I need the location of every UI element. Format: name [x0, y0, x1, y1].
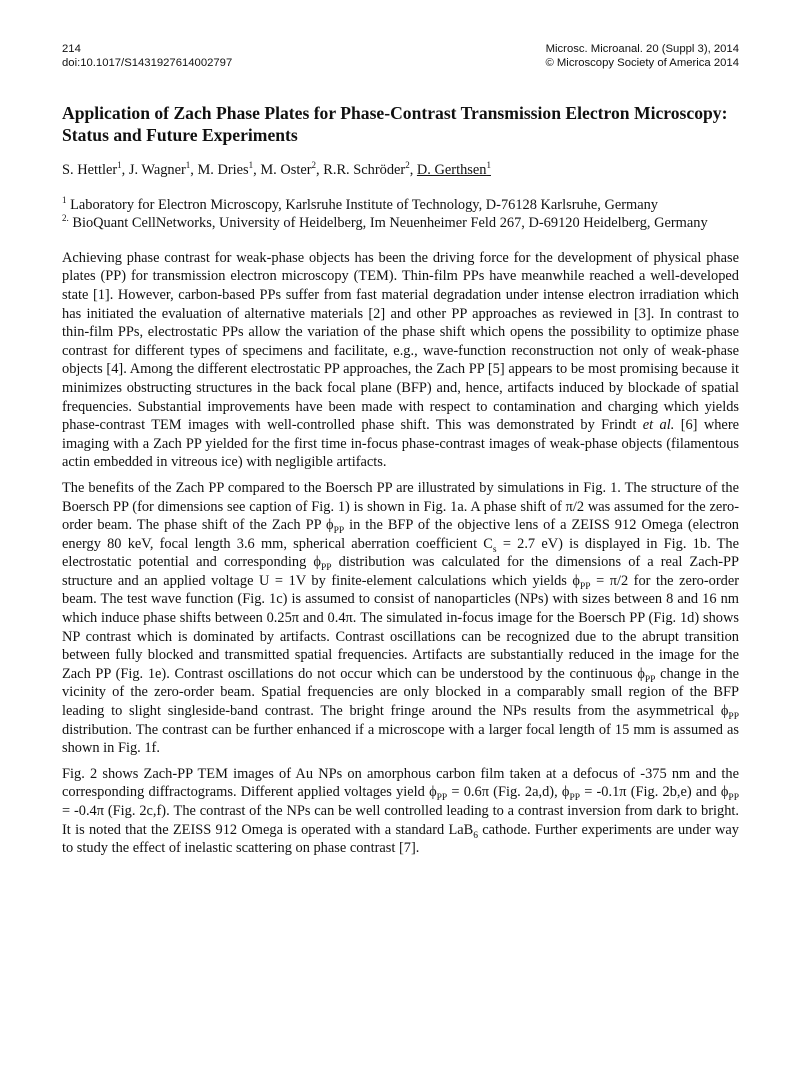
author: S. Hettler$^1$: [62, 160, 122, 178]
author: M. Oster$^2$: [260, 160, 317, 178]
phase-symbol: $\phi_{PP}$: [720, 703, 739, 722]
author-list: S. Hettler$^1$, J. Wagner$^1$, M. Dries$^1$, M. Oster$^2$, R.R. Schröder$^2$, D. Gerthsen$^1$: [62, 160, 491, 178]
phase-symbol: $\phi_{PP}$: [572, 572, 591, 592]
affiliations: [62, 196, 739, 233]
journal-citation: Microsc. Microanal. 20 (Suppl 3), 2014: [545, 43, 739, 55]
header-left: [62, 43, 232, 70]
phase-symbol: $\phi_{PP}$: [561, 784, 581, 804]
paper-title: Application of Zach Phase Plates for Phase-Contrast Transmission Electron Microscopy: Status and Future Experiments: [62, 103, 728, 145]
author: J. Wagner$^1$: [128, 160, 191, 178]
page-number: 214: [62, 43, 81, 55]
doi: doi:10.1017/S1431927614002797: [62, 56, 233, 69]
header-right: [545, 43, 739, 70]
copyright: © Microscopy Society of America 2014: [545, 56, 739, 69]
phase-symbol: $\phi_{PP}$: [720, 784, 739, 804]
phase-symbol: $\phi_{PP}$: [313, 554, 332, 574]
affiliation: $^1$ Laboratory for Electron Microscopy, Karlsruhe Institute of Technology, D-76128 Karlsruhe, Germany: [62, 194, 658, 213]
phase-symbol: $\phi_{PP}$: [637, 665, 656, 685]
paper-page: [62, 43, 739, 865]
body-text: [62, 249, 739, 858]
paragraph-1: Achieving phase contrast for weak-phase objects has been the driving force for the development of physical phase plates (PP) for transmission electron microscopy (TEM). Thin-film PPs have meanwhile reached a well-developed state [1]. However, carbon-based PPs suffer from fast material degradation under intense electron irradiation which has initiated the evaluation of alternative materials [2] and other PP approaches as reviewed in [3]. In contrast to thin-film PPs, electrostatic PPs allow the variation of the phase shift which opens the possibility to optimize phase contrast for different types of specimens and facilitate, e.g., wave-function reconstruction not only of weak-phase objects [4]. Among the different electrostatic PP approaches, the Zach PP [5] appears to be most promising because it minimizes obstructing structures in the back focal plane (BFP) and, hence, artifacts induced by blockade of spatial frequencies. Substantial improvements have been made with respect to contamination and charging which yields phase-contrast TEM images with well-controlled phase shift. This was demonstrated by Frindt et al. [6] where imaging with a Zach PP yielded for the first time in-focus phase-contrast images of weak-phase objects (filamentous actin embedded in vitreous ice) with negligible artifacts.: [62, 249, 739, 471]
page-header: [62, 43, 739, 70]
author: M. Dries$^1$: [197, 160, 254, 178]
paragraph-2: The benefits of the Zach PP compared to the Boersch PP are illustrated by simulations in Fig. 1. The structure of the Boersch PP (for dimensions see caption of Fig. 1) is shown in Fig. 1a. A phase shift of π/2 was assumed for the zero-order beam. The phase shift of the Zach PP $\phi_{PP}$ in the BFP of the objective lens of a ZEISS 912 Omega (electron energy 80 keV, focal length 3.6 mm, spherical aberration coefficient $C_s = 2.7$ eV) is displayed in Fig. 1b. The electrostatic potential and corresponding $\phi_{PP}$ distribution was calculated for the dimensions of a real Zach-PP structure and an applied voltage U = 1V by finite-element calculations which yields $\phi_{PP} = \pi/2$ for the zero-order beam. The test wave function (Fig. 1c) is assumed to consist of nanoparticles (NPs) with sizes between 8 and 16 nm which induce phase shifts between 0.25π and 0.4π. The simulated in-focus image for the Boersch PP (Fig. 1d) shows NP contrast which is dominated by artifacts. Contrast oscillations can be recognized due to the abrupt transition between fully blocked and transmitted spatial frequencies. Artifacts are substantially reduced in the image for the Zach PP (Fig. 1e). Contrast oscillations do not occur which can be understood by the continuous $\phi_{PP}$ change in the vicinity of the zero-order beam. Spatial frequencies are only blocked in a comparably small region of the BFP leading to slight singleside-band contrast. The bright fringe around the NPs results from the asymmetrical $\phi_{PP}$ distribution. The contrast can be further enhanced if a microscope with a larger focal length of 15 mm is assumed as shown in Fig. 1f.: [62, 479, 739, 757]
corresponding-author: D. Gerthsen$^1$: [416, 160, 491, 178]
author: R.R. Schröder$^2$: [323, 160, 410, 178]
phase-symbol: $\phi_{PP}$: [326, 517, 345, 536]
affiliation: $^{2.}$ BioQuant CellNetworks, University of Heidelberg, Im Neuenheimer Feld 267, D-69120 Heidelberg, Germany: [62, 213, 708, 232]
paragraph-3: Fig. 2 shows Zach-PP TEM images of Au NPs on amorphous carbon film taken at a defocus of -375 nm and the corresponding diffractograms. Different applied voltages yield $\phi_{PP} = 0.6\pi$ (Fig. 2a,d), $\phi_{PP} = -0.1\pi$ (Fig. 2b,e) and $\phi_{PP} = -0.4\pi$ (Fig. 2c,f). The contrast of the NPs can be well controlled leading to a contrast inversion from dark to bright. It is noted that the ZEISS 912 Omega is operated with a standard LaB$_6$ cathode. Further experiments are under way to study the effect of inelastic scattering on phase contrast [7].: [62, 765, 739, 857]
phase-symbol: $\phi_{PP}$: [429, 784, 448, 804]
